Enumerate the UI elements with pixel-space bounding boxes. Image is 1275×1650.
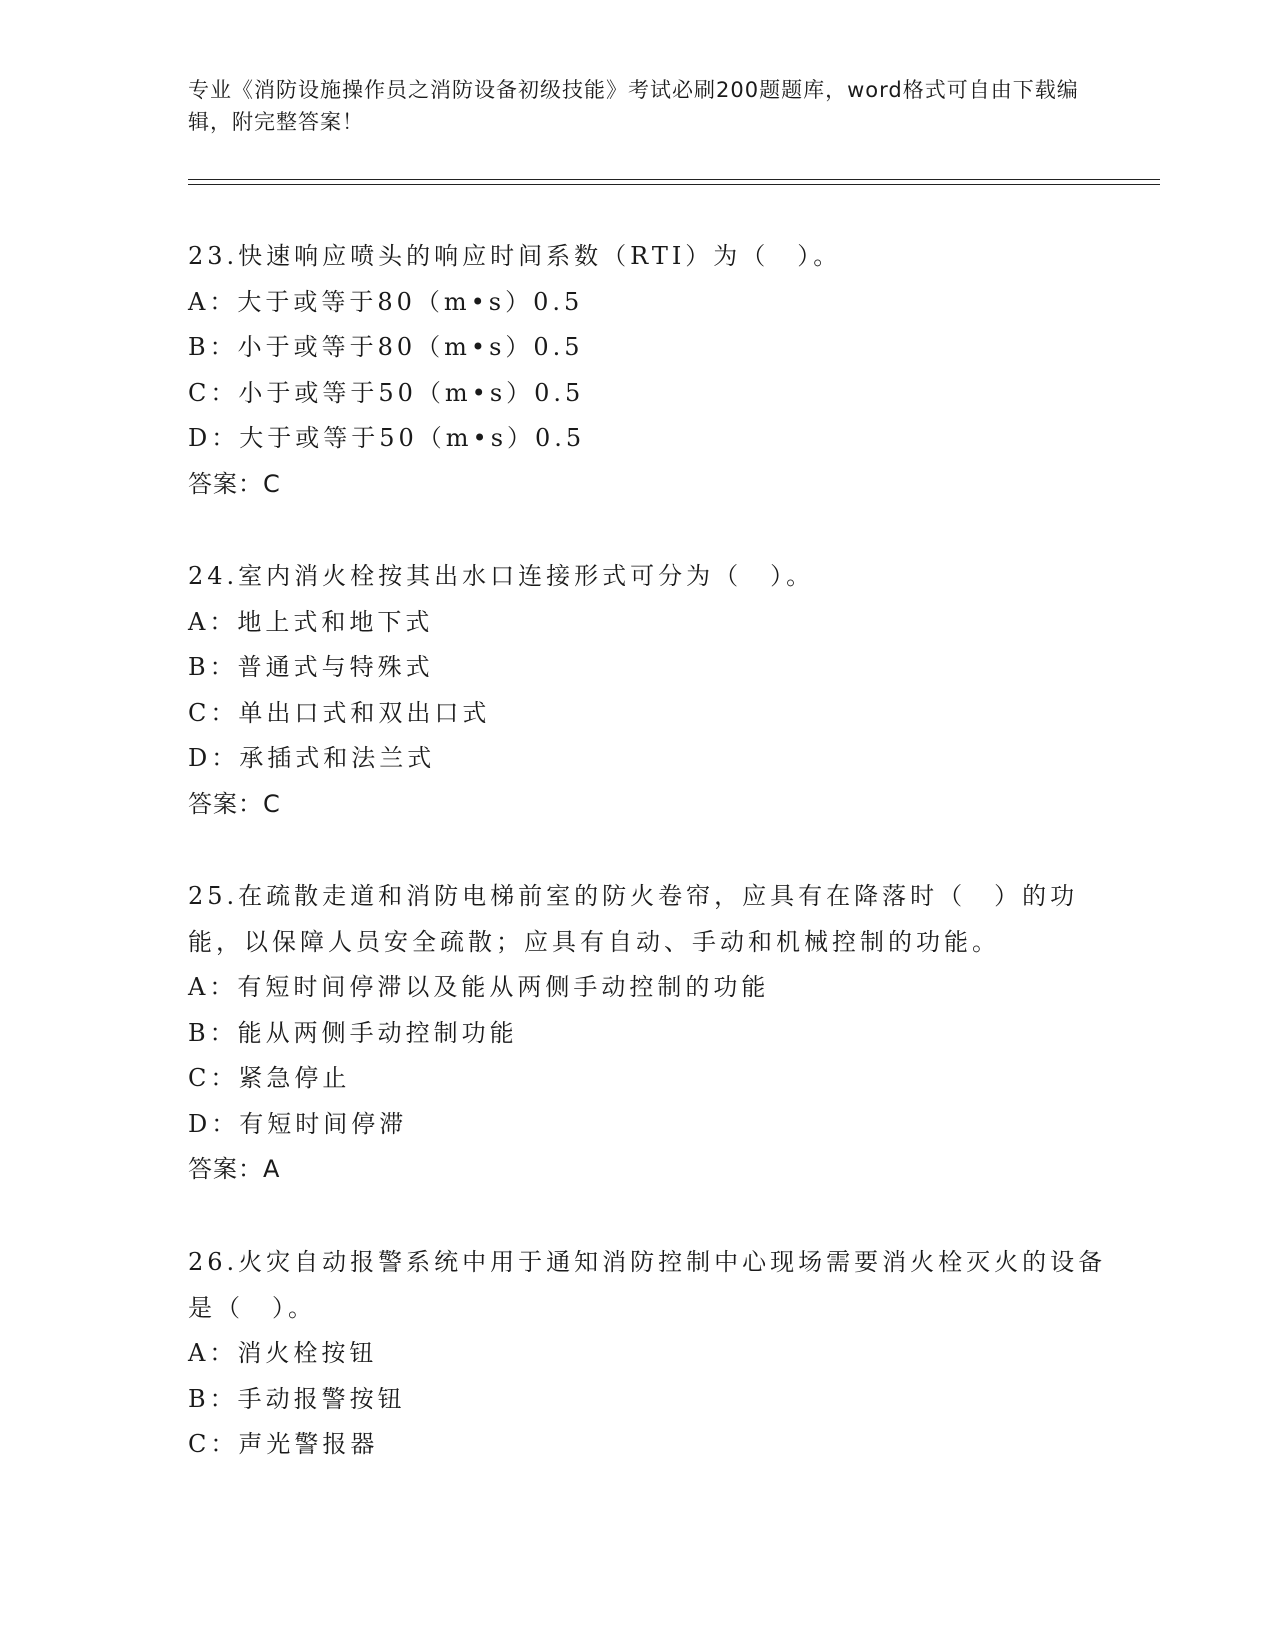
question-stem: 26.火灾自动报警系统中用于通知消防控制中心现场需要消火栓灭火的设备是（ ）。 xyxy=(188,1248,1107,1322)
answer: 答案：C xyxy=(188,469,281,498)
option-d: D：承插式和法兰式 xyxy=(188,744,436,772)
question-stem: 25.在疏散走道和消防电梯前室的防火卷帘，应具有在降落时（ ）的功能，以保障人员安全疏散；应具有自动、手动和机械控制的功能。 xyxy=(188,882,1079,956)
option-a: A：地上式和地下式 xyxy=(188,607,434,636)
answer: 答案：A xyxy=(188,1155,281,1183)
question-26 xyxy=(188,1240,1108,1468)
option-b: B：普通式与特殊式 xyxy=(188,653,434,681)
option-d: D：有短时间停滞 xyxy=(188,1109,408,1138)
question-stem: 24.室内消火栓按其出水口连接形式可分为（ ）。 xyxy=(188,562,815,590)
option-b: B：小于或等于80（m•s）0.5 xyxy=(188,333,584,361)
option-b: B：手动报警按钮 xyxy=(188,1384,406,1413)
option-a: A：有短时间停滞以及能从两侧手动控制的功能 xyxy=(188,973,770,1001)
option-c: C：单出口式和双出口式 xyxy=(188,698,491,727)
question-stem: 23.快速响应喷头的响应时间系数（RTI）为（ ）。 xyxy=(188,242,842,270)
option-b: B：能从两侧手动控制功能 xyxy=(188,1018,518,1047)
option-c: C：紧急停止 xyxy=(188,1064,351,1092)
document-header: 专业《消防设施操作员之消防设备初级技能》考试必刷200题题库，word格式可自由下载编辑，附完整答案！ xyxy=(188,78,1079,134)
header-divider-top xyxy=(188,179,1160,180)
question-24 xyxy=(188,554,1108,827)
header-divider-bottom xyxy=(188,184,1160,185)
question-23 xyxy=(188,234,1108,507)
option-a: A：大于或等于80（m•s）0.5 xyxy=(188,287,584,316)
option-a: A：消火栓按钮 xyxy=(188,1339,378,1367)
option-c: C：小于或等于50（m•s）0.5 xyxy=(188,378,585,407)
question-25 xyxy=(188,874,1108,1193)
answer: 答案：C xyxy=(188,789,281,818)
option-c: C：声光警报器 xyxy=(188,1430,379,1458)
option-d: D：大于或等于50（m•s）0.5 xyxy=(188,424,586,452)
